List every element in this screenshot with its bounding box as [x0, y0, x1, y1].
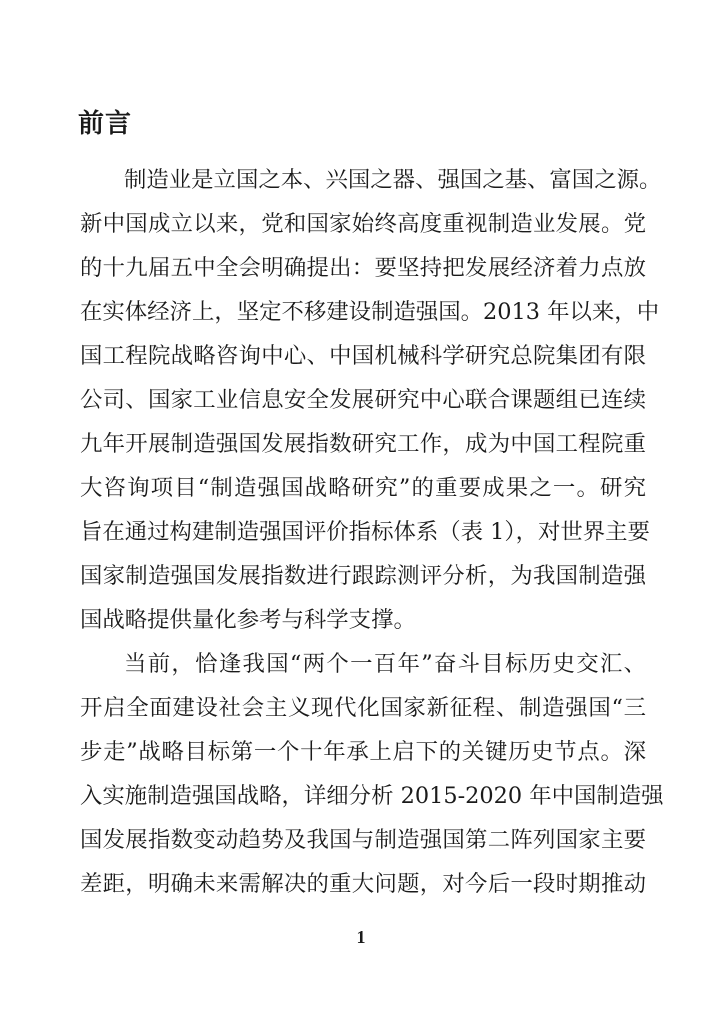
paragraph-1-line: 九年开展制造强国发展指数研究工作，成为中国工程院重: [80, 431, 646, 457]
paragraph-2-line: 国发展指数变动趋势及我国与制造强国第二阵列国家主要: [80, 827, 646, 853]
paragraph-2-line: 步走”战略目标第一个十年承上启下的关键历史节点。深: [80, 739, 646, 765]
paragraph-1-line: 新中国成立以来，党和国家始终高度重视制造业发展。党: [80, 211, 646, 237]
paragraph-1-line: 国工程院战略咨询中心、中国机械科学研究总院集团有限: [80, 343, 646, 369]
paragraph-1-line: 在实体经济上，坚定不移建设制造强国。2013 年以来，中: [80, 299, 660, 325]
paragraph-2-line: 差距，明确未来需解决的重大问题，对今后一段时期推动: [80, 871, 646, 897]
section-heading: 前言: [78, 109, 133, 139]
paragraph-1-line: 旨在通过构建制造强国评价指标体系（表 1），对世界主要: [80, 519, 650, 545]
paragraph-1-line: 的十九届五中全会明确提出：要坚持把发展经济着力点放: [80, 255, 646, 281]
paragraph-1-line: 国战略提供量化参考与科学支撑。: [80, 607, 416, 633]
paragraph-1-line: 大咨询项目“制造强国战略研究”的重要成果之一。研究: [80, 475, 646, 501]
paragraph-2-line: 入实施制造强国战略，详细分析 2015-2020 年中国制造强: [80, 783, 664, 809]
paragraph-2-line: 当前，恰逢我国“两个一百年”奋斗目标历史交汇、: [124, 651, 646, 677]
page-number: 1: [356, 927, 366, 947]
paragraph-1-line: 公司、国家工业信息安全发展研究中心联合课题组已连续: [80, 387, 646, 413]
paragraph-1-line: 国家制造强国发展指数进行跟踪测评分析，为我国制造强: [80, 563, 646, 589]
paragraph-2-line: 开启全面建设社会主义现代化国家新征程、制造强国“三: [80, 695, 646, 721]
paragraph-1-line: 制造业是立国之本、兴国之器、强国之基、富国之源。: [124, 167, 662, 193]
